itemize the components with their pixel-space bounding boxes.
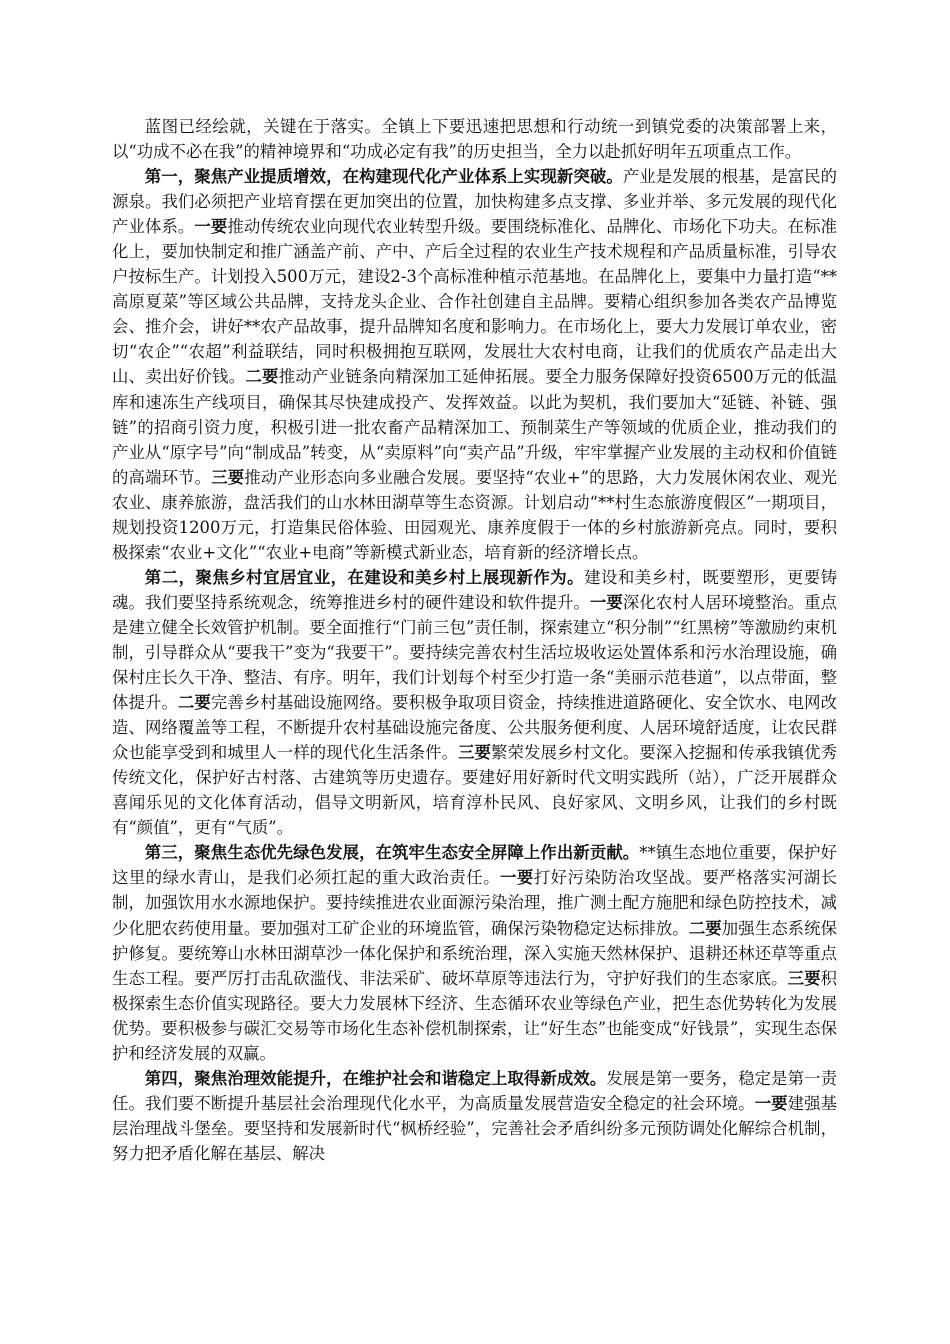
section-text: 推动产业链条向精深加工延伸拓展。要全力服务保障好投资6500万元的低温库和速冻生产线项目，确保其尽快建成投产、发挥效益。以此为契机，我们要加大“延链、补链、强链”的招商引资力度，积极引进一批农畜产品精深加工、预制菜生产等领域的优质企业，推动我们的产业从“原字号”向“制成品”转变，从“卖原料”向“卖产品”升级，牢牢掌握产业发展的主动权和价值链的高端环节。 <box>112 367 838 487</box>
subpoint-marker-3: 三要 <box>787 968 821 988</box>
section-text: 建设和美乡村，既要塑形，更要铸魂。我们要坚持系统观念，统筹推进乡村的硬件建设和软件提升。 <box>112 567 838 612</box>
section-text: 繁荣发展乡村文化。要深入挖掘和传承我镇优秀传统文化，保护好古村落、古建筑等历史遗存。要建好用好新时代文明实践所（站），广泛开展群众喜闻乐见的文化体育活动，倡导文明新风，培育淳朴民风、良好家风、文明乡风，让我们的乡村既有“颜值”，更有“气质”。 <box>112 743 838 838</box>
section-text: 产业是发展的根基，是富民的源泉。我们必须把产业培育摆在更加突出的位置，加快构建多点支撑、多业并举、多元发展的现代化产业体系。 <box>112 167 838 237</box>
section-text: 推动产业形态向多业融合发展。要坚持“农业+”的思路，大力发展休闲农业、观光农业、康养旅游，盘活我们的山水林田湖草等生态资源。计划启动“**村生态旅游度假区”一期项目，规划投资1200万元，打造集民俗体验、田园观光、康养度假于一体的乡村旅游新亮点。同时，要积极探索“农业+文化”“农业+电商”等新模式新业态，培育新的经济增长点。 <box>112 467 838 562</box>
subpoint-marker-2: 二要 <box>688 918 722 938</box>
paragraph-item-2 <box>112 565 837 841</box>
section-text: **镇生态地位重要，保护好这里的绿水青山，是我们必须扛起的重大政治责任。 <box>112 843 838 888</box>
subpoint-marker-1: 一要 <box>500 868 534 888</box>
section-heading-4: 第四，聚焦治理效能提升，在维护社会和谐稳定上取得新成效。 <box>144 1068 607 1088</box>
intro-text: 蓝图已经绘就，关键在于落实。全镇上下要迅速把思想和行动统一到镇党委的决策部署上来，以“功成不必在我”的精神境界和“功成必定有我”的历史担当，全力以赴抓好明年五项重点工作。 <box>112 117 837 162</box>
section-text: 加强生态系统保护修复。要统筹山水林田湖草沙一体化保护和系统治理，深入实施天然林保护、退耕还林还草等重点生态工程。要严厉打击乱砍滥伐、非法采矿、破坏草原等违法行为，守护好我们的生态家底。 <box>112 918 838 988</box>
subpoint-marker-1: 一要 <box>194 217 228 237</box>
paragraph-item-4 <box>112 1066 837 1166</box>
paragraph-item-1 <box>112 164 837 565</box>
document-body <box>112 114 837 1166</box>
subpoint-marker-2: 二要 <box>177 693 211 713</box>
section-heading-2: 第二，聚焦乡村宜居宜业，在建设和美乡村上展现新作为。 <box>144 567 585 587</box>
section-text: 完善乡村基础设施网络。要积极争取项目资金，持续推进道路硬化、安全饮水、电网改造、网络覆盖等工程，不断提升农村基础设施完备度、公共服务便利度、人居环境舒适度，让农民群众也能享受到和城里人一样的现代化生活条件。 <box>112 693 838 763</box>
subpoint-marker-3: 三要 <box>211 467 245 487</box>
section-text: 打好污染防治攻坚战。要严格落实河湖长制，加强饮用水水源地保护。要持续推进农业面源污染治理，推广测土配方施肥和绿色防控技术，减少化肥农药使用量。要加强对工矿企业的环境监管，确保污染物稳定达标排放。 <box>112 868 838 938</box>
section-heading-1: 第一，聚焦产业提质增效，在构建现代化产业体系上实现新突破。 <box>144 167 623 187</box>
section-text: 深化农村人居环境整治。重点是建立健全长效管护机制。要全面推行“门前三包”责任制，探索建立“积分制”“红黑榜”等激励约束机制，引导群众从“要我干”变为“我要干”。要持续完善农村生活垃圾收运处置体系和污水治理设施，确保村庄长久干净、整洁、有序。明年，我们计划每个村至少打造一条“美丽示范巷道”，以点带面，整体提升。 <box>112 592 838 713</box>
section-text: 建强基层治理战斗堡垒。要坚持和发展新时代“枫桥经验”，完善社会矛盾纠纷多元预防调处化解综合机制，努力把矛盾化解在基层、解决 <box>112 1093 838 1163</box>
paragraph-item-3 <box>112 840 837 1065</box>
section-text: 发展是第一要务，稳定是第一责任。我们要不断提升基层社会治理现代化水平，为高质量发展营造安全稳定的社会环境。 <box>112 1068 837 1113</box>
subpoint-marker-1: 一要 <box>589 592 623 612</box>
section-heading-3: 第三，聚焦生态优先绿色发展，在筑牢生态安全屏障上作出新贡献。 <box>144 843 640 863</box>
subpoint-marker-1: 一要 <box>754 1093 788 1113</box>
subpoint-marker-2: 二要 <box>245 367 279 387</box>
subpoint-marker-3: 三要 <box>458 743 492 763</box>
paragraph-intro <box>112 114 837 164</box>
section-text: 推动传统农业向现代农业转型升级。要围绕标准化、品牌化、市场化下功夫。在标准化上，要加快制定和推广涵盖产前、产中、产后全过程的农业生产技术规程和产品质量标准，引导农户按标生产。计划投入500万元，建设2-3个高标准种植示范基地。在品牌化上，要集中力量打造“**高原夏菜”等区域公共品牌，支持龙头企业、合作社创建自主品牌。要精心组织参加各类农产品博览会、推介会，讲好**农产品故事，提升品牌知名度和影响力。在市场化上，要大力发展订单农业，密切“农企”“农超”利益联结，同时积极拥抱互联网，发展壮大农村电商，让我们的优质农产品走出大山、卖出好价钱。 <box>112 217 838 387</box>
section-text: 积极探索生态价值实现路径。要大力发展林下经济、生态循环农业等绿色产业，把生态优势转化为发展优势。要积极参与碳汇交易等市场化生态补偿机制探索，让“好生态”也能变成“好钱景”，实现生态保护和经济发展的双赢。 <box>112 968 838 1063</box>
